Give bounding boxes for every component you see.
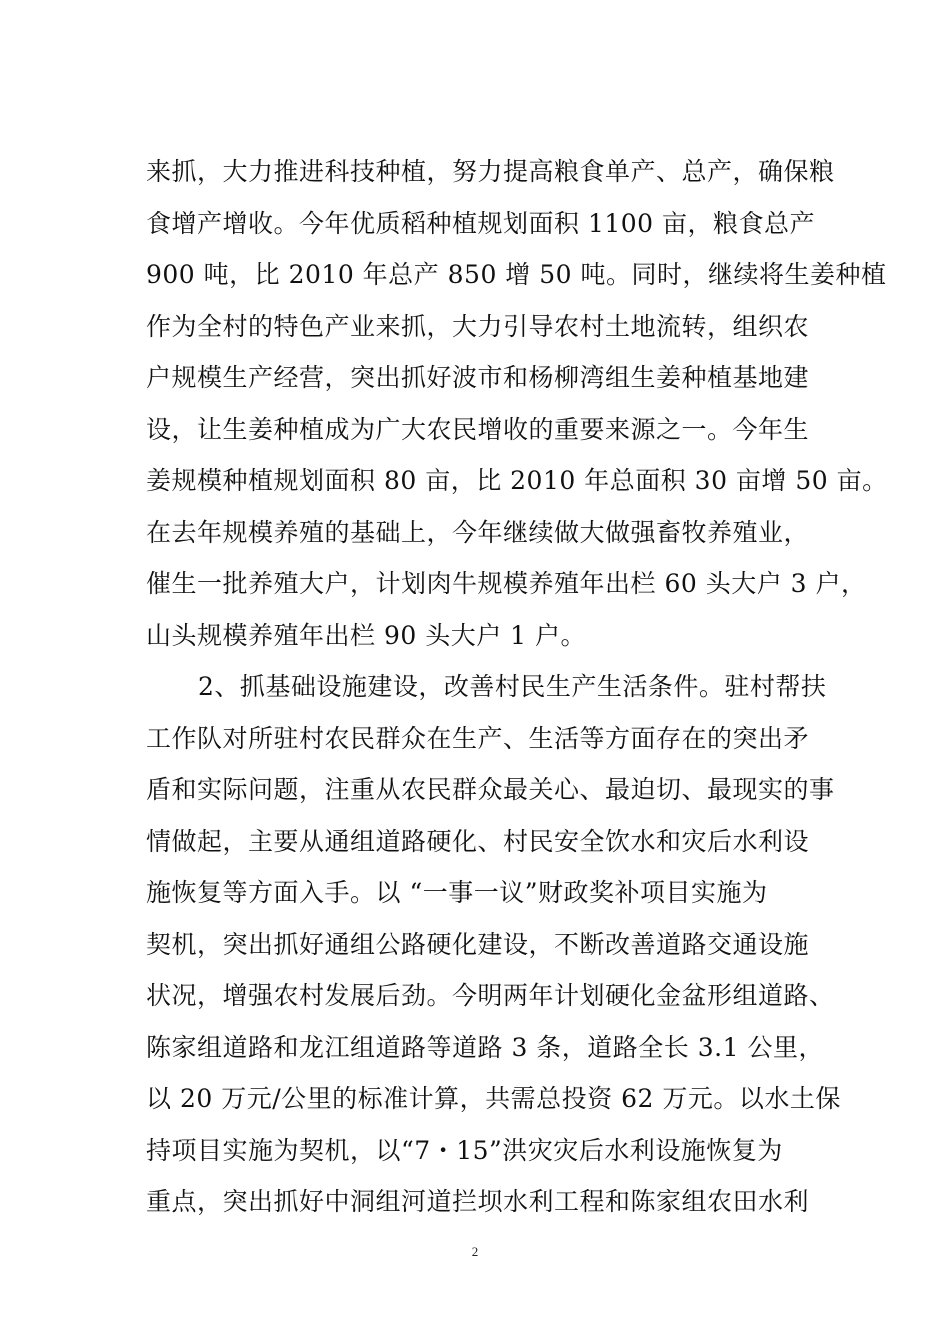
text-line-2: 食增产增收。今年优质稻种植规划面积 1100 亩，粮食总产: [146, 208, 816, 238]
text-line-5: 户规模生产经营，突出抓好波市和杨柳湾组生姜种植基地建: [146, 363, 810, 392]
text-line-3: 900 吨，比 2010 年总产 850 增 50 吨。同时，继续将生姜种植: [146, 260, 887, 289]
text-line-6: 设，让生姜种植成为广大农民增收的重要来源之一。今年生: [146, 414, 810, 444]
text-line-16: 契机，突出抓好通组公路硬化建设，不断改善道路交通设施: [146, 929, 810, 959]
text-line-20: 持项目实施为契机，以“7・15”洪灾灾后水利设施恢复为: [146, 1135, 783, 1165]
text-line-8: 在去年规模养殖的基础上，今年继续做大做强畜牧养殖业，: [146, 517, 810, 547]
text-line-9: 催生一批养殖大户，计划肉牛规模养殖年出栏 60 头大户 3 户，: [146, 569, 867, 598]
text-line-4: 作为全村的特色产业来抓，大力引导农村土地流转，组织农: [146, 311, 810, 341]
text-line-15: 施恢复等方面入手。以 “一事一议”财政奖补项目实施为: [146, 878, 768, 907]
text-line-17: 状况，增强农村发展后劲。今明两年计划硬化金盆形组道路、: [146, 981, 835, 1010]
body-text: [146, 146, 888, 1228]
text-line-7: 姜规模种植规划面积 80 亩，比 2010 年总面积 30 亩增 50 亩。: [146, 466, 888, 495]
text-line-10: 山头规模养殖年出栏 90 头大户 1 户。: [146, 620, 587, 650]
text-line-19: 以 20 万元/公里的标准计算，共需总投资 62 万元。以水土保: [146, 1084, 841, 1113]
text-line-1: 来抓，大力推进科技种植，努力提高粮食单产、总产，确保粮: [146, 157, 835, 186]
text-line-18: 陈家组道路和龙江组道路等道路 3 条，道路全长 3.1 公里，: [146, 1032, 824, 1062]
text-line-21: 重点，突出抓好中洞组河道拦坝水利工程和陈家组农田水利: [146, 1187, 810, 1216]
page-number: 2: [471, 1244, 479, 1259]
text-line-13: 盾和实际问题，注重从农民群众最关心、最迫切、最现实的事: [146, 775, 835, 804]
text-line-11: 2、抓基础设施建设，改善村民生产生活条件。驻村帮扶: [198, 672, 827, 701]
text-line-12: 工作队对所驻村农民群众在生产、生活等方面存在的突出矛: [146, 723, 810, 753]
text-line-14: 情做起，主要从通组道路硬化、村民安全饮水和灾后水利设: [146, 826, 810, 856]
